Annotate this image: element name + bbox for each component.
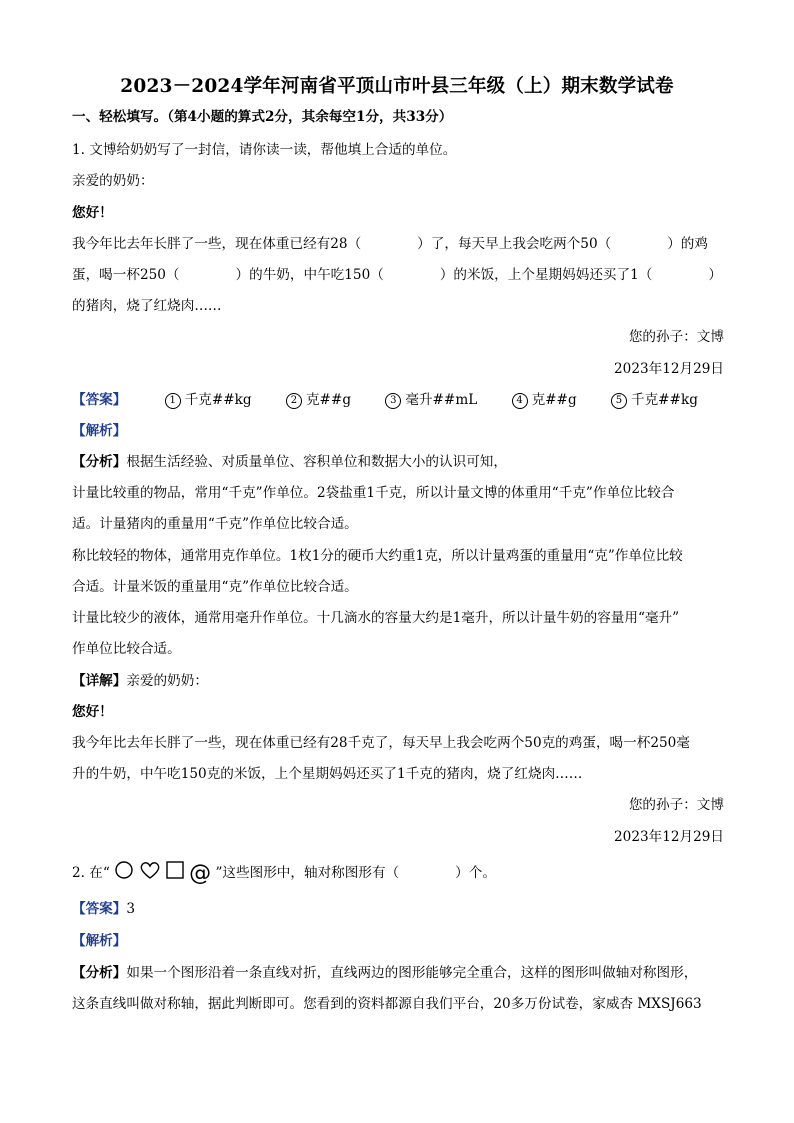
q2-answer: 【答案】3 [72, 901, 136, 917]
at-sign-icon: @ [189, 861, 212, 886]
q1-letter-line-3: 的猪肉，烧了红烧肉…… [72, 298, 222, 314]
q1-date: 2023年12月29日 [614, 361, 724, 377]
q1-letter-line-1: 我今年比去年长胖了一些，现在体重已经有28（ ）了，每天早上我会吃两个50（ ）的鸡 [72, 236, 708, 252]
q2-prompt: 2. 在“ @ ”这些图形中，轴对称图形有（ ）个。 [72, 861, 496, 886]
q1-analysis-line-2: 计量比较重的物品，常用“千克”作单位。2袋盐重1千克，所以计量文博的体重用“千克”作单位比较合 [72, 485, 675, 501]
q1-analysis-line-1: 【分析】根据生活经验、对质量单位、容积单位和数据大小的认识可知， [72, 454, 507, 470]
q2-explanation-label: 【解析】 [72, 933, 127, 949]
q1-analysis-line-5: 合适。计量米饭的重量用“克”作单位比较合适。 [72, 579, 358, 595]
q1-explanation-label: 【解析】 [72, 423, 127, 439]
q1-salutation: 亲爱的奶奶： [72, 173, 154, 189]
heart-shape-icon [139, 860, 161, 880]
q1-answer-row: 【答案】 1 千克##kg 2 克##g 3 毫升##mL 4 克##g 5 千克##kg [72, 392, 698, 408]
q1-detail-line-3: 升的牛奶，中午吃150克的米饭，上个星期妈妈还买了1千克的猪肉，烧了红烧肉…… [72, 766, 583, 782]
q1-detail-line-1: 【详解】亲爱的奶奶： [72, 673, 208, 689]
q1-detail-greeting: 您好！ [72, 704, 113, 720]
q1-analysis-line-4: 称比较轻的物体，通常用克作单位。1枚1分的硬币大约重1克，所以计量鸡蛋的重量用“克”作单位比较 [72, 548, 683, 564]
square-shape-icon [165, 860, 185, 880]
page-title: 2023－2024学年河南省平顶山市叶县三年级（上）期末数学试卷 [120, 76, 674, 97]
q1-analysis-line-3: 适。计量猪肉的重量用“千克”作单位比较合适。 [72, 516, 358, 532]
q1-analysis-line-6: 计量比较少的液体，通常用毫升作单位。十几滴水的容量大约是1毫升，所以计量牛奶的容量用“毫升” [72, 610, 680, 626]
q1-prompt: 1. 文博给奶奶写了一封信，请你读一读，帮他填上合适的单位。 [72, 142, 457, 158]
q1-detail-date: 2023年12月29日 [614, 829, 724, 845]
answer-label: 【答案】 [72, 392, 127, 408]
q1-detail-signature: 您的孙子：文博 [628, 797, 724, 813]
q1-greeting: 您好！ [72, 205, 113, 221]
circle-shape-icon [114, 860, 134, 880]
q2-analysis-line-2: 这条直线叫做对称轴，据此判断即可。您看到的资料都源自我们平台，20多万份试卷，家威杏 MXSJ663 [72, 996, 702, 1012]
q1-analysis-line-7: 作单位比较合适。 [72, 641, 181, 657]
q2-analysis-line-1: 【分析】如果一个图形沿着一条直线对折，直线两边的图形能够完全重合，这样的图形叫做轴对称图形， [72, 965, 698, 981]
q1-letter-line-2: 蛋，喝一杯250（ ）的牛奶，中午吃150（ ）的米饭，上个星期妈妈还买了1（ ） [72, 267, 722, 283]
q1-signature: 您的孙子：文博 [628, 329, 724, 345]
section-heading: 一、轻松填写。（第4小题的算式2分，其余每空1分，共33分） [72, 109, 453, 125]
q1-detail-line-2: 我今年比去年长胖了一些，现在体重已经有28千克了，每天早上我会吃两个50克的鸡蛋，喝一杯250毫 [72, 735, 690, 751]
